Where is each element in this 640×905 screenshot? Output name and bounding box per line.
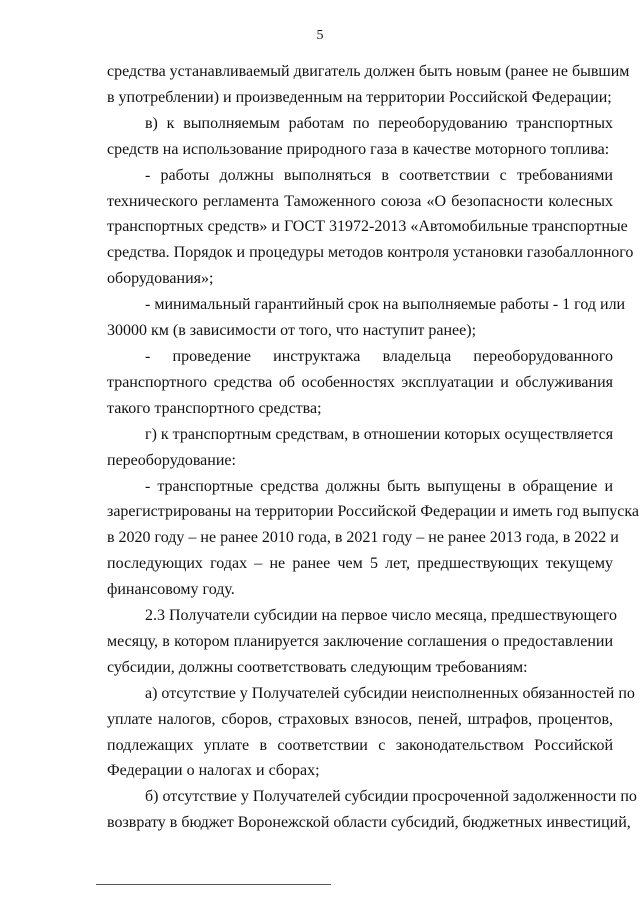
text-line: средства устанавливаемый двигатель должен быть новым (ранее не бывшим	[107, 63, 630, 80]
document-body	[107, 59, 639, 836]
text-line: транспортного средства об особенностях эксплуатации и обслуживания	[107, 373, 613, 391]
text-line: средства. Порядок и процедуры методов контроля установки газобаллонного	[107, 244, 634, 262]
text-line: г) к транспортным средствам, в отношении которых осуществляется	[145, 425, 614, 443]
text-line: в употреблении) и произведенным на территории Российской Федерации;	[107, 88, 612, 106]
text-line: средств на использование природного газа в качестве моторного топлива:	[107, 140, 610, 158]
text-line: 2.3 Получатели субсидии на первое число месяца, предшествующего	[145, 607, 618, 625]
text-line: месяцу, в котором планируется заключение соглашения о предоставлении	[107, 632, 613, 650]
text-line: субсидии, должны соответствовать следующим требованиям:	[107, 658, 528, 676]
text-line: уплате налогов, сборов, страховых взносов, пеней, штрафов, процентов,	[107, 710, 613, 728]
page-number: 5	[316, 28, 324, 43]
text-line: переоборудование:	[107, 451, 236, 469]
text-line: - проведение инструктажа владельца переоборудованного	[145, 347, 613, 365]
text-line: финансовому году.	[107, 581, 235, 599]
text-line: б) отсутствие у Получателей субсидии просроченной задолженности по	[145, 788, 637, 806]
text-line: Федерации о налогах и сборах;	[107, 762, 320, 780]
text-line: такого транспортного средства;	[107, 399, 322, 417]
text-line: - транспортные средства должны быть выпущены в обращение и	[145, 477, 613, 495]
text-line: зарегистрированы на территории Российской Федерации и иметь год выпуска	[107, 503, 639, 521]
text-line: - работы должны выполняться в соответствии с требованиями	[145, 166, 613, 184]
text-line: оборудования»;	[107, 270, 214, 288]
text-line: в) к выполняемым работам по переоборудованию транспортных	[145, 114, 613, 132]
text-line: а) отсутствие у Получателей субсидии неисполненных обязанностей по	[145, 684, 635, 702]
text-line: технического регламента Таможенного союза «О безопасности колесных	[107, 192, 613, 210]
text-line: - минимальный гарантийный срок на выполняемые работы - 1 год или	[145, 296, 626, 314]
text-line: последующих годах – не ранее чем 5 лет, предшествующих текущему	[107, 555, 613, 573]
text-line: в 2020 году – не ранее 2010 года, в 2021 году – не ранее 2013 года, в 2022 и	[107, 529, 619, 547]
footer-divider	[96, 884, 331, 885]
text-line: подлежащих уплате в соответствии с законодательством Российской	[107, 736, 613, 754]
text-line: транспортных средств» и ГОСТ 31972-2013 «Автомобильные транспортные	[107, 218, 628, 236]
text-line: 30000 км (в зависимости от того, что наступит ранее);	[107, 322, 477, 340]
text-line: возврату в бюджет Воронежской области субсидий, бюджетных инвестиций,	[107, 814, 631, 832]
